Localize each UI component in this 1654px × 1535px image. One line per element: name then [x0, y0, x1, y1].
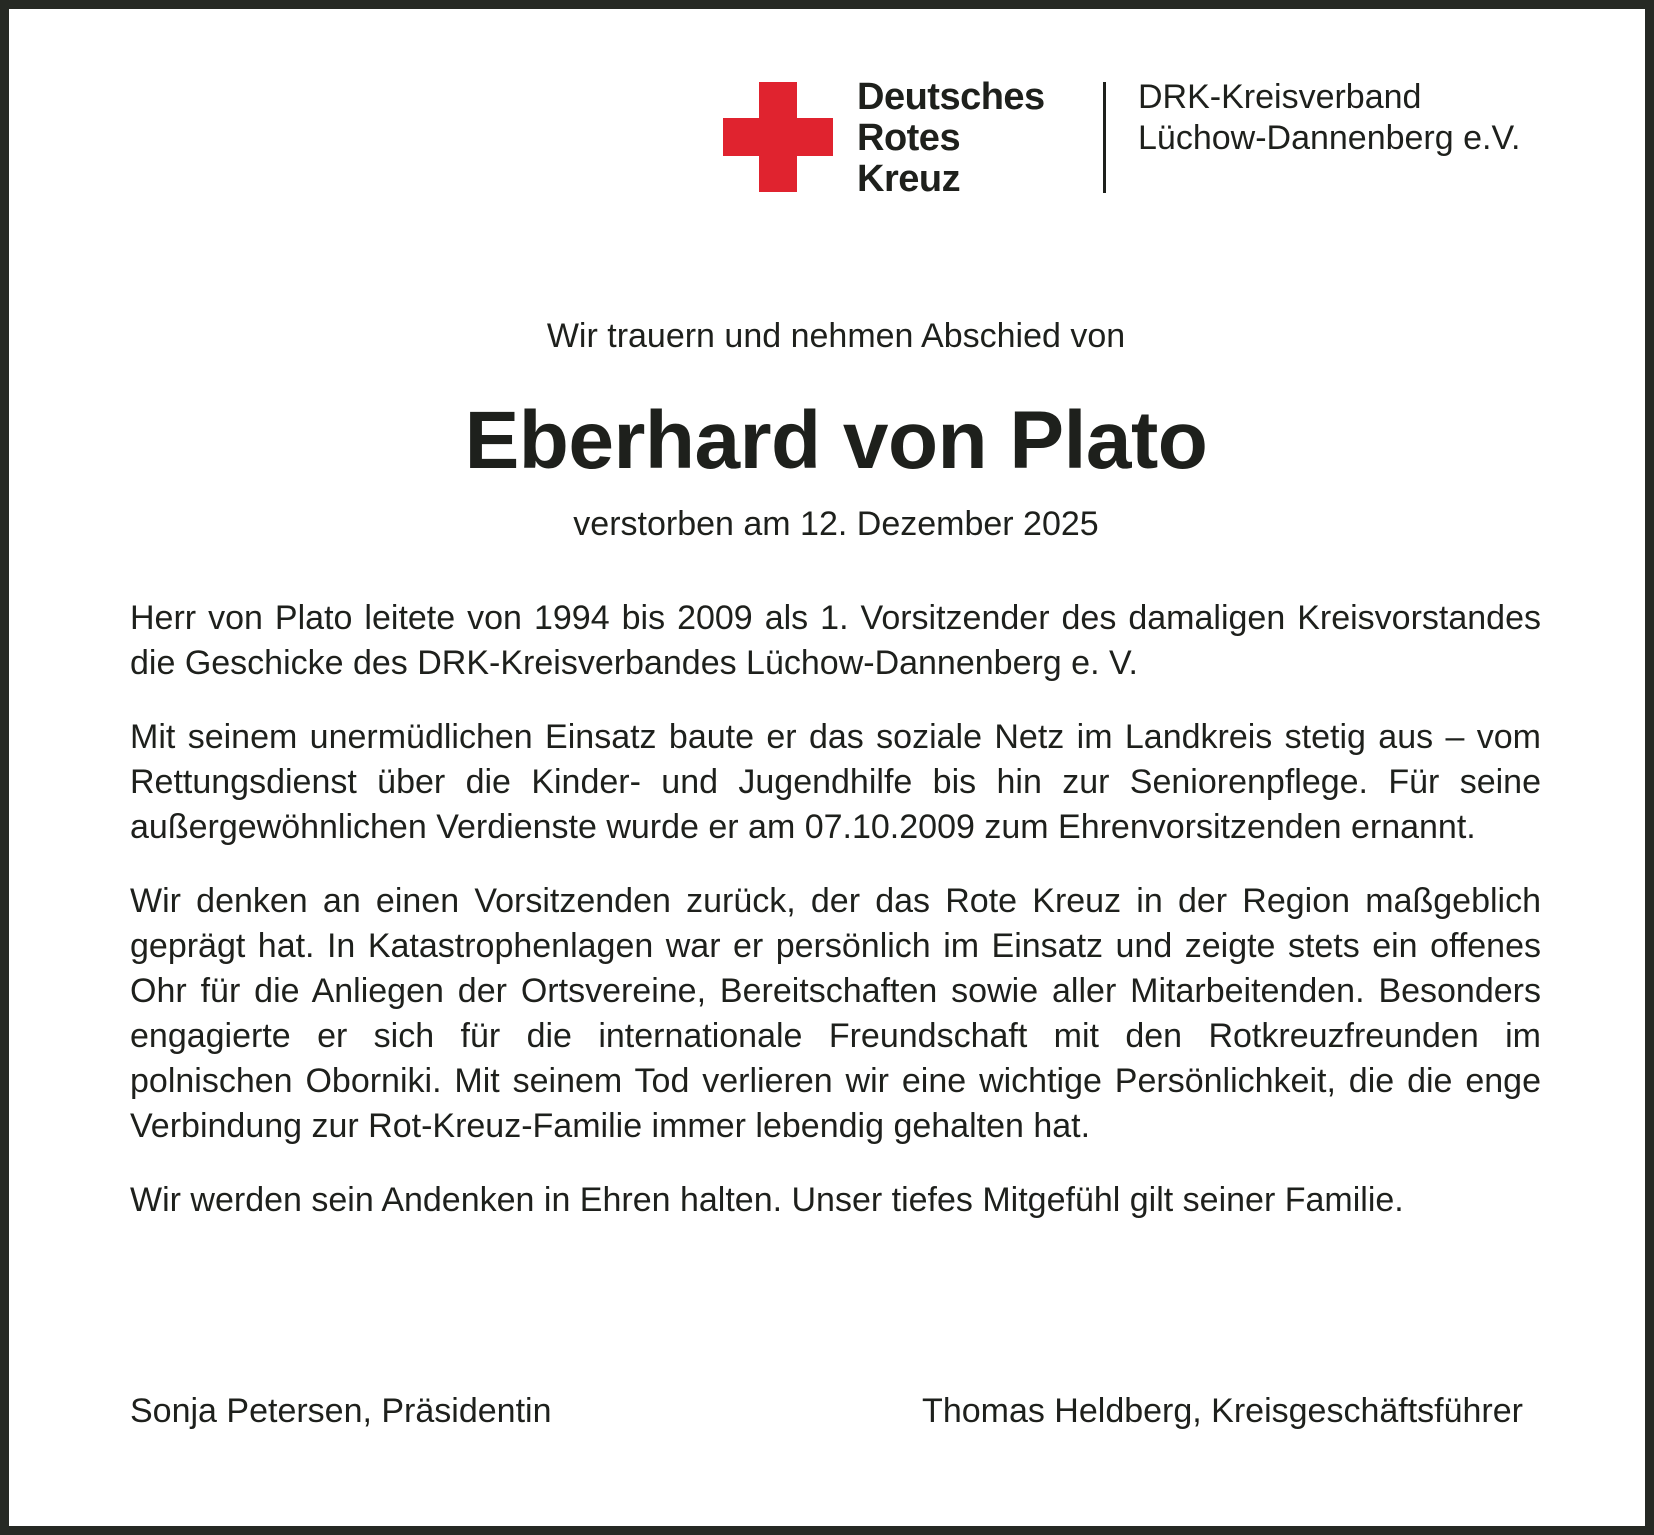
signature-right: Thomas Heldberg, Kreisgeschäftsführer	[922, 1392, 1523, 1430]
unit-name-line-1: DRK-Kreisverband	[1138, 78, 1422, 116]
unit-name	[1138, 77, 1520, 159]
signature-left: Sonja Petersen, Präsidentin	[130, 1392, 552, 1430]
paragraph-2: Mit seinem unermüdlichen Einsatz baute er das soziale Netz im Landkreis stetig aus – vom Rettungsdienst über die Kinder- und Jugendhilfe bis hin zur Seniorenpflege. Für seine außergewöhnlichen Verdienste wurde er am 07.10.2009 zum Ehrenvorsitzenden ernannt.	[130, 718, 1541, 846]
paragraph-4: Wir werden sein Andenken in Ehren halten. Unser tiefes Mitgefühl gilt seiner Familie.	[130, 1181, 1404, 1219]
red-cross-logo-icon	[723, 82, 833, 192]
logo-divider	[1103, 82, 1106, 193]
red-cross-horizontal-bar	[723, 118, 833, 156]
date-of-death: verstorben am 12. Dezember 2025	[573, 505, 1099, 543]
organization-name-line-2: Rotes	[857, 117, 961, 159]
intro-line: Wir trauern und nehmen Abschied von	[546, 317, 1126, 355]
organization-name-line-3: Kreuz	[857, 158, 961, 200]
paragraph-3: Wir denken an einen Vorsitzenden zurück, der das Rote Kreuz in der Region maßgeblich geprägt hat. In Katastrophenlagen war er persönlich im Einsatz und zeigte stets ein offenes Ohr für die Anliegen der Ortsvereine, Bereitschaften sowie aller Mitarbeitenden. Besonders engagierte er sich für die internationale Freundschaft mit den Rotkreuzfreunden im polnischen Oborniki. Mit seinem Tod verlieren wir eine wichtige Persönlichkeit, die die enge Verbindung zur Rot-Kreuz-Familie immer lebendig gehalten hat.	[130, 882, 1541, 1145]
organization-name-line-1: Deutsches	[857, 76, 1045, 118]
deceased-name: Eberhard von Plato	[464, 395, 1208, 486]
organization-name	[857, 77, 1045, 200]
notice-body	[130, 596, 1541, 1223]
paragraph-1: Herr von Plato leitete von 1994 bis 2009 als 1. Vorsitzender des damaligen Kreisvorstandes die Geschicke des DRK-Kreisverbandes Lüchow-Dannenberg e. V.	[130, 599, 1541, 682]
unit-name-line-2: Lüchow-Dannenberg e.V.	[1138, 119, 1521, 157]
